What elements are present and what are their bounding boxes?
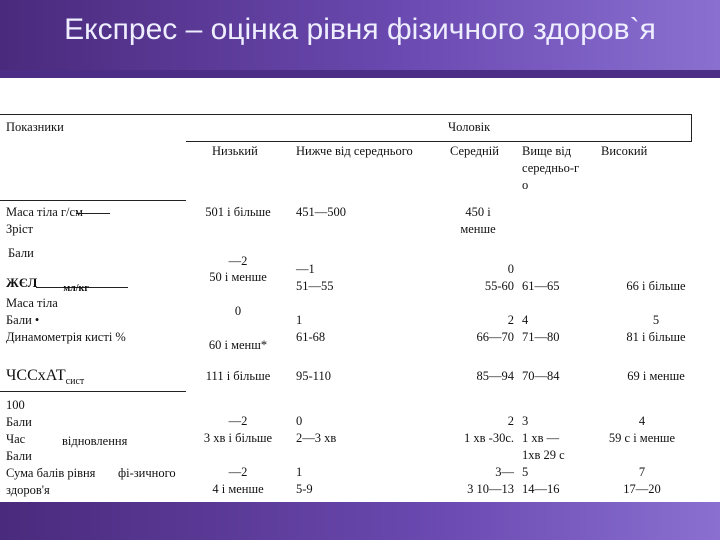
below-dyn: 61-68 — [296, 330, 326, 344]
avg-points-time: 3— — [495, 465, 514, 479]
below-points-1: —1 — [296, 262, 315, 276]
low-points-1: —2 — [228, 254, 248, 268]
level-low-header: Низький — [212, 144, 258, 158]
points-label-2: Бали — [6, 415, 32, 429]
time-label: Час — [6, 432, 26, 446]
footer-bar — [0, 502, 720, 540]
level-above-avg-header-2: середньо-г — [522, 161, 580, 175]
avg-hr: 85—94 — [476, 369, 514, 383]
low-zhel: 50 і менше — [209, 270, 267, 284]
hr-subscript: сист — [65, 376, 85, 388]
avg-points-hr: 2 — [507, 414, 514, 428]
below-points-time: 1 — [296, 465, 303, 479]
above-points-dyn: 4 — [522, 313, 529, 327]
sum-label-rest: фі-зичного — [118, 466, 176, 480]
above-sum: 14—16 — [522, 482, 560, 496]
above-dyn: 71—80 — [522, 330, 560, 344]
high-dyn: 81 і більше — [626, 330, 686, 344]
level-above-avg-header-3: о — [522, 178, 529, 192]
level-above-avg-header-1: Вище від — [522, 144, 572, 158]
gender-header: Чоловік — [448, 120, 491, 134]
points-label-3: Бали — [6, 449, 32, 463]
above-points-hr: 3 — [522, 414, 529, 428]
table-top-border — [0, 114, 692, 115]
above-points-time: 5 — [522, 465, 529, 479]
avg-sum: 3 10—13 — [467, 482, 514, 496]
avg-mass-2: менше — [460, 222, 496, 236]
zhel-name: ЖЄЛ — [6, 275, 38, 290]
slide-title: Експрес – оцінка рівня фізичного здоров`я — [64, 13, 656, 46]
high-hr: 69 і менше — [627, 369, 685, 383]
points-bullet-label: Бали • — [6, 313, 40, 327]
zhel-unit: мл/кг — [63, 283, 89, 294]
below-sum: 5-9 — [296, 482, 313, 496]
points-label-1: Бали — [8, 246, 34, 260]
avg-time: 1 хв -30с. — [464, 431, 514, 445]
header-bottom-divider — [0, 200, 186, 201]
mass2-label: Маса тіла — [6, 296, 58, 310]
below-points-hr: 0 — [296, 414, 303, 428]
level-avg-header: Середній — [450, 144, 499, 158]
low-mass: 501 і більше — [205, 205, 271, 219]
high-points-time: 7 — [638, 465, 646, 479]
high-time: 59 с і менше — [608, 431, 676, 445]
low-dyn: 60 і менш* — [208, 338, 268, 352]
low-hr: 111 і більше — [205, 369, 271, 383]
below-time: 2—3 хв — [296, 431, 337, 445]
above-time-1: 1 хв — — [522, 431, 560, 445]
avg-dyn: 66—70 — [476, 330, 514, 344]
table-right-border — [691, 114, 692, 141]
low-sum: 4 і менше — [212, 482, 264, 496]
indicators-header: Показники — [6, 120, 64, 134]
zhel-label — [6, 274, 89, 294]
mass-label: Маса тіла г/см — [6, 205, 83, 219]
below-mass: 451—500 — [296, 205, 346, 219]
avg-points-dyn: 2 — [507, 313, 514, 327]
high-sum: 17—20 — [623, 482, 661, 496]
low-points-hr: —2 — [228, 414, 248, 428]
low-time: 3 хв і більше — [203, 431, 273, 445]
high-points-hr: 4 — [638, 414, 646, 428]
gender-header-divider — [186, 141, 692, 142]
high-points-dyn: 5 — [652, 313, 660, 327]
avg-points-1: 0 — [507, 262, 514, 276]
hr-name: ЧССхАТ — [6, 367, 66, 384]
below-hr: 95-110 — [296, 369, 331, 383]
below-zhel: 51—55 — [296, 279, 334, 293]
above-hr: 70—84 — [522, 369, 560, 383]
level-high-header: Високий — [601, 144, 648, 158]
above-zhel: 61—65 — [522, 279, 560, 293]
high-zhel: 66 і більше — [626, 279, 686, 293]
health-label: здоров'я — [6, 483, 50, 497]
below-points-dyn: 1 — [296, 313, 303, 327]
recovery-label: відновлення — [62, 434, 128, 448]
dynamometry-label: Динамометрія кисті % — [6, 330, 126, 344]
hr-label — [6, 366, 84, 391]
avg-zhel: 55-60 — [484, 279, 514, 293]
low-points-dyn: 0 — [234, 304, 242, 318]
level-below-avg-header: Нижче від середнього — [296, 144, 413, 158]
height-label: Зріст — [6, 222, 33, 236]
avg-mass-1: 450 і — [465, 205, 491, 219]
above-time-2: 1хв 29 с — [522, 448, 565, 462]
hundred-label: 100 — [6, 398, 25, 412]
sum-label: Сума балів рівня — [6, 466, 96, 480]
low-points-time: —2 — [228, 465, 248, 479]
title-stripe — [0, 70, 720, 78]
